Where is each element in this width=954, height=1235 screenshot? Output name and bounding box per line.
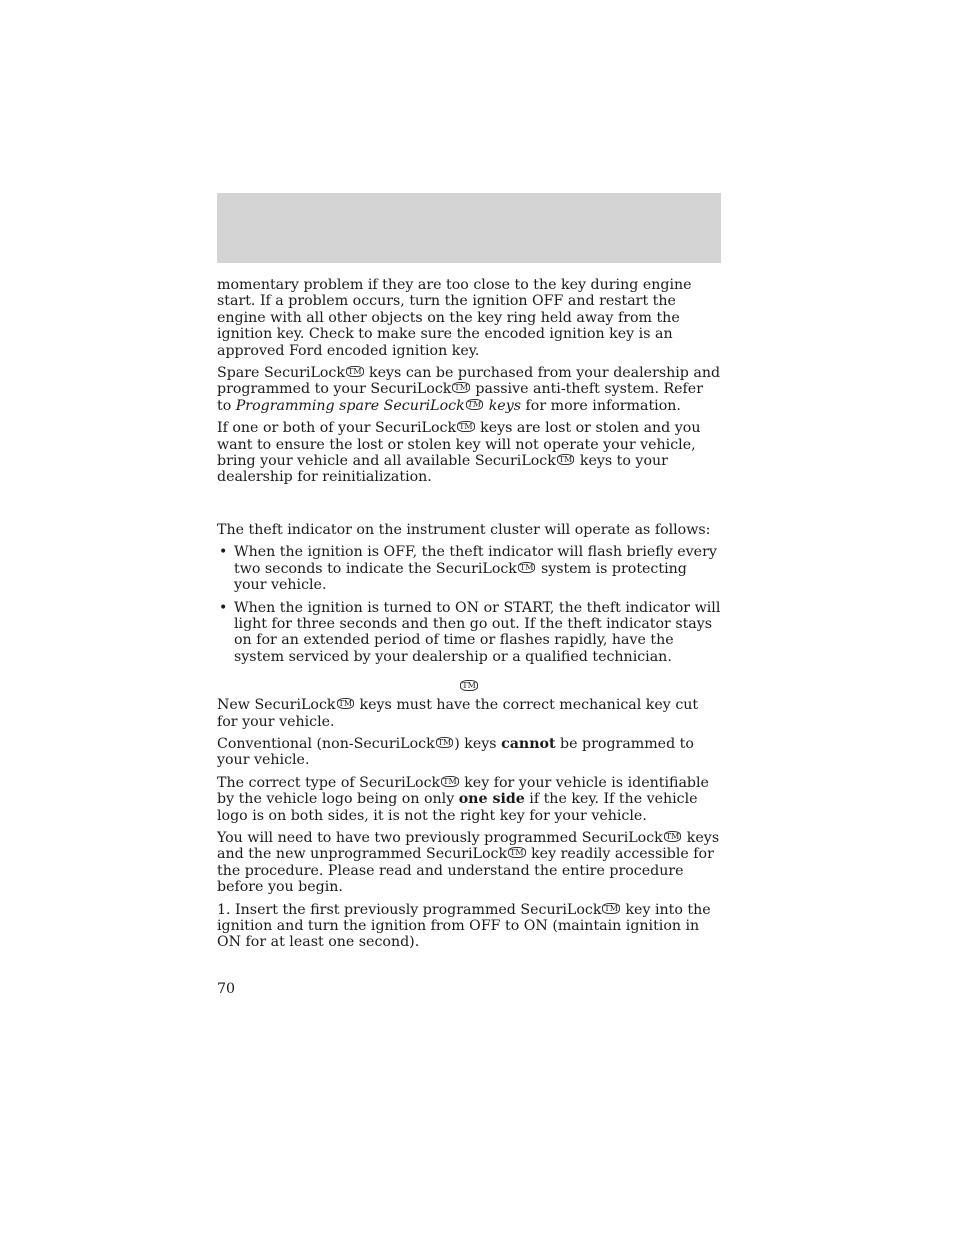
trademark-icon: TM — [462, 681, 476, 691]
page-content — [217, 277, 721, 957]
section-header-band — [217, 193, 721, 263]
trademark-icon: TM — [437, 737, 452, 747]
trademark-icon: TM — [558, 455, 573, 465]
section-spacer — [217, 492, 721, 522]
paragraph-key-type: The correct type of SecuriLock ™ key for your vehicle is identifiable by the vehicle logo being on only one side if the key. If the vehicle logo is on both sides, it is not the right key for your vehicle. — [217, 774, 709, 824]
trademark-icon: TM — [347, 367, 362, 377]
paragraph-key-interference: momentary problem if they are too close to the key during engine start. If a problem occurs, turn the ignition OFF and restart the engine with all other objects on the key ring held away from the ignition key. Check to make sure the encoded ignition key is an approved Ford encoded ignition key. — [217, 277, 692, 359]
section-heading-trademark — [217, 679, 721, 689]
paragraph-step-1: 1. Insert the first previously programmed SecuriLock ™ key into the ignition and turn the ignition from OFF to ON (maintain ignition in ON for at least one second). — [217, 901, 711, 951]
trademark-icon: TM — [338, 699, 353, 709]
theft-indicator-list — [217, 544, 721, 665]
paragraph-prerequisites: You will need to have two previously programmed SecuriLock ™ keys and the new unprogrammed SecuriLock ™ key readily accessible for the procedure. Please read and understand the entire procedure before you begin. — [217, 829, 720, 896]
trademark-icon: TM — [467, 399, 482, 409]
trademark-icon: TM — [519, 562, 534, 572]
trademark-icon: TM — [510, 848, 524, 858]
page-number: 70 — [217, 981, 236, 997]
paragraph-new-keys: New SecuriLock ™ keys must have the correct mechanical key cut for your vehicle. — [217, 697, 699, 730]
cross-reference: Programming spare SecuriLock ™ keys — [235, 397, 522, 414]
list-item: • When the ignition is OFF, the theft indicator will flash briefly every two seconds to indicate the SecuriLock ™ system is protecting your vehicle. — [219, 544, 717, 594]
bullet-icon: • — [219, 599, 228, 616]
paragraph-spare-keys: Spare SecuriLock ™ keys can be purchased from your dealership and programmed to your SecuriLock ™ passive anti-theft system. Refer to Programming spare SecuriLock ™ keys for more information. — [217, 365, 721, 414]
paragraph-conventional-keys: Conventional (non-SecuriLock ™ ) keys cannot be programmed to your vehicle. — [217, 735, 694, 769]
trademark-icon: TM — [665, 831, 680, 841]
trademark-icon: TM — [459, 422, 473, 432]
bullet-icon: • — [219, 544, 228, 561]
paragraph-lost-keys: If one or both of your SecuriLock ™ keys are lost or stolen and you want to ensure the lost or stolen key will not operate your vehicle, bring your vehicle and all available SecuriLock ™ keys to your dealership for reinitialization. — [217, 420, 701, 486]
trademark-icon: TM — [454, 383, 468, 393]
trademark-icon: TM — [443, 776, 457, 786]
list-item: • When the ignition is turned to ON or START, the theft indicator will light for three seconds and then go out. If the theft indicator stays on for an extended period of time or flashes rapidly, have the system serviced by your dealership or a qualified technician. — [219, 599, 721, 665]
paragraph-theft-indicator-intro: The theft indicator on the instrument cluster will operate as follows: — [217, 521, 711, 538]
trademark-icon: TM — [604, 903, 618, 913]
